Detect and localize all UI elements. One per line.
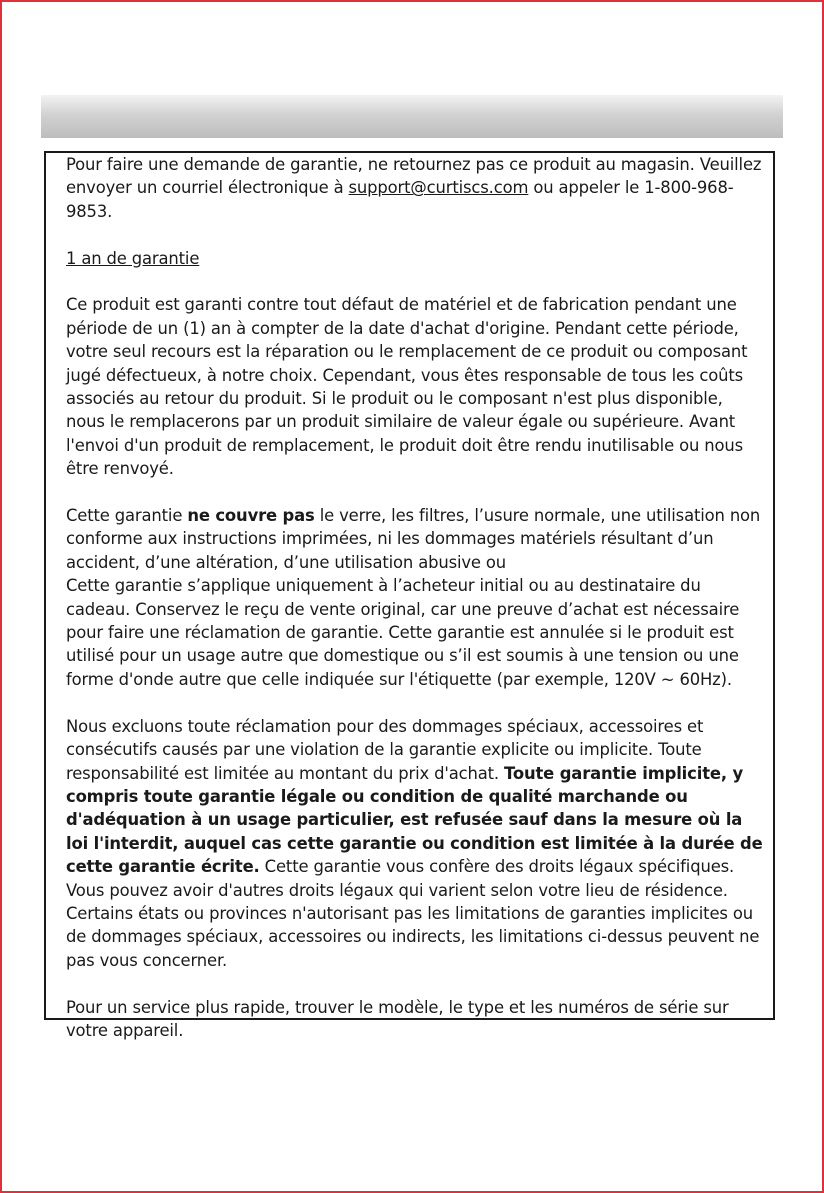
limitation-lead: Nous excluons toute réclamation pour des dommages spéciaux, accessoires et consécutifs causés par une violation de la garantie explicite ou implicite. Toute responsabilité est limitée au montant du prix d'achat. [66, 716, 704, 783]
limitation-paragraph [66, 715, 766, 972]
exclusions-bold: ne couvre pas [187, 506, 315, 526]
intro-text: Pour faire une demande de garantie, ne retournez pas ce produit au magasin. Veuillez envoyer un courriel électronique à [66, 155, 762, 198]
original-purchaser-paragraph: Cette garantie s’applique uniquement à l’acheteur initial ou au destinataire du cadeau. Conservez le reçu de vente original, car une preuve d’achat est nécessaire pour faire une réclamation de garantie. Cette garantie est annulée si le produit est utilisé pour un usage autre que domestique ou s’il est soumis à une tension ou une forme d'onde autre que celle indiquée sur l'étiquette (par exemple, 120V ~ 60Hz). [66, 576, 740, 689]
limitation-rest: Cette garantie vous confère des droits légaux spécifiques. Vous pouvez avoir d'autres droits légaux qui varient selon votre lieu de résidence. Certains états ou provinces n'autorisant pas les limitations de garanties implicites ou de dommages spéciaux, accessoires ou indirects, les limitations ci-dessus peuvent ne pas vous concerner. [66, 857, 760, 970]
limitation-bold: Toute garantie implicite, y compris toute garantie légale ou condition de qualité marchande ou d'adéquation à un usage particulier, est refusée sauf dans la mesure où la loi l'interdit, auquel cas cette garantie ou condition est limitée à la durée de cette garantie écrite. [66, 763, 763, 877]
coverage-paragraph: Ce produit est garanti contre tout défaut de matériel et de fabrication pendant une période de un (1) an à compter de la date d'achat d'origine. Pendant cette période, votre seul recours est la réparation ou le remplacement de ce produit ou composant jugé défectueux, à notre choix. Cependant, vous êtes responsable de tous les coûts associés au retour du produit. Si le produit ou le composant n'est plus disponible, nous le remplacerons par un produit similaire de valeur égale ou supérieure. Avant l'envoi d'un produit de remplacement, le produit doit être rendu inutilisable ou nous être renvoyé. [66, 295, 748, 479]
exclusions-rest: le verre, les filtres, l’usure normale, une utilisation non conforme aux instructions imprimées, ni les dommages matériels résultant d’un accident, d’une altération, d’une utilisation abusive ou [66, 506, 761, 572]
exclusions-paragraph [66, 504, 766, 574]
exclusions-lead: Cette garantie [66, 506, 188, 526]
support-email-link[interactable]: support@curtiscs.com [348, 178, 529, 198]
intro-paragraph [66, 153, 766, 223]
warranty-content [66, 153, 766, 1066]
intro-phone-text: ou appeler le 1-800-968-9853. [66, 178, 734, 221]
header-bar [41, 95, 783, 138]
warranty-heading: 1 an de garantie [66, 248, 200, 268]
service-paragraph: Pour un service plus rapide, trouver le modèle, le type et les numéros de série sur votre appareil. [66, 997, 729, 1040]
